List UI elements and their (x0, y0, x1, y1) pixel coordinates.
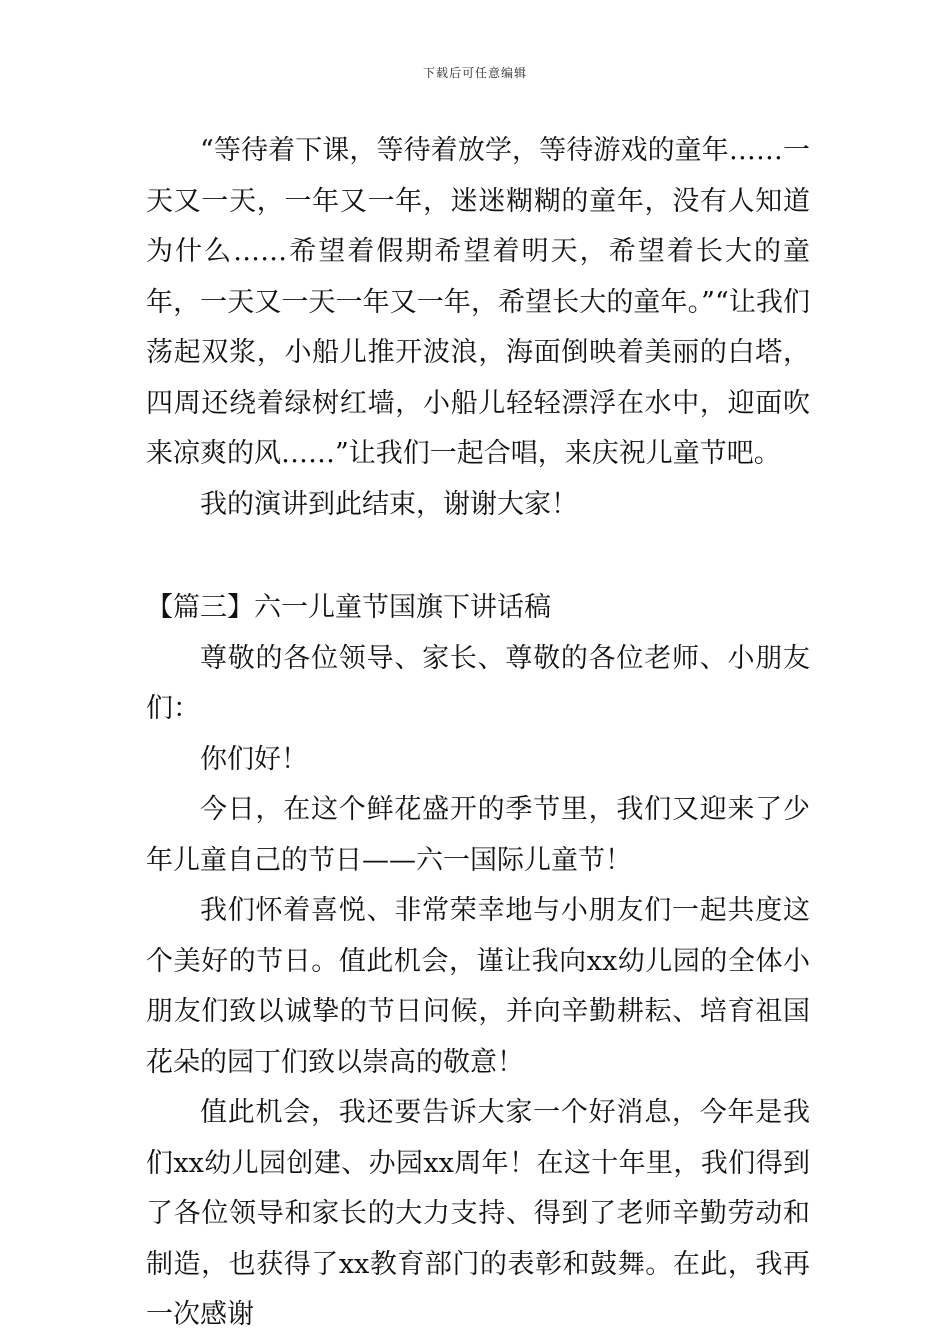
paragraph-closing: 我的演讲到此结束，谢谢大家！ (200, 488, 578, 520)
paragraph-salutation: 尊敬的各位领导、家长、尊敬的各位老师、小朋友们： (146, 642, 810, 724)
paragraph-anniversary: 值此机会，我还要告诉大家一个好消息，今年是我们xx幼儿园创建、办园xx周年！在这十年里，我们得到了各位领导和家长的大力支持、得到了老师辛勤劳动和制造，也获得了xx教育部门的表彰和鼓舞。在此，我再一次感谢 (146, 1097, 810, 1330)
paragraph-song-quote: “等待着下课，等待着放学，等待游戏的童年……一天又一天，一年又一年，迷迷糊糊的童年，没有人知道为什么……希望着假期希望着明天，希望着长大的童年，一天又一天一年又一年，希望长大的童年。”“让我们荡起双浆，小船儿推开波浪，海面倒映着美丽的白塔，四周还绕着绿树红墙，小船儿轻轻漂浮在水中，迎面吹来凉爽的风……”让我们一起合唱，来庆祝儿童节吧。 (146, 135, 810, 469)
paragraph-celebrate: 我们怀着喜悦、非常荣幸地与小朋友们一起共度这个美好的节日。值此机会，谨让我向xx幼儿园的全体小朋友们致以诚挚的节日问候，并向辛勤耕耘、培育祖国花朵的园丁们致以崇高的敬意！ (146, 895, 810, 1078)
section-title: 【篇三】六一儿童节国旗下讲话稿 (146, 592, 551, 623)
document-body (146, 126, 810, 1341)
page-header: 下载后可任意编辑 (422, 66, 527, 80)
paragraph-today: 今日，在这个鲜花盛开的季节里，我们又迎来了少年儿童自己的节日——六一国际儿童节！ (146, 794, 810, 876)
paragraph-greeting: 你们好！ (200, 743, 308, 775)
section-spacer (146, 530, 810, 583)
